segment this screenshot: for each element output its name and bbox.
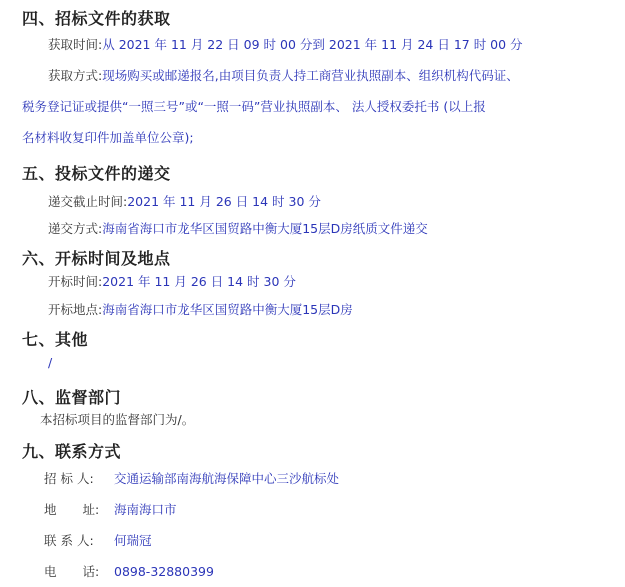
opening-time-line <box>48 273 296 291</box>
opening-place-line <box>48 301 353 319</box>
opening-place-label: 开标地点: <box>48 302 103 317</box>
acquisition-method-line-3: 名材料收复印件加盖单位公章); <box>22 130 194 145</box>
acquisition-method-text-1: 现场购买或邮递报名,由项目负责人持工商营业执照副本、组织机构代码证、 <box>102 68 519 83</box>
tenderer-label: 招 标 人: <box>44 471 94 486</box>
section-heading-bid-opening: 六、开标时间及地点 <box>22 249 171 268</box>
supervision-content: 本招标项目的监督部门为/。 <box>40 412 195 427</box>
submission-deadline-label: 递交截止时间: <box>48 194 128 209</box>
opening-time-value: 2021 年 11 月 26 日 14 时 30 分 <box>102 274 296 289</box>
section-heading-supervision: 八、监督部门 <box>22 388 122 407</box>
acquisition-method-line-1 <box>48 67 519 85</box>
opening-place-value: 海南省海口市龙华区国贸路中衡大厦15层D房 <box>102 302 353 317</box>
section-heading-bid-submission: 五、投标文件的递交 <box>22 164 171 183</box>
acquisition-time-value: 从 2021 年 11 月 22 日 09 时 00 分到 2021 年 11 月 24 日 17 时 00 分 <box>102 37 523 52</box>
tenderer-value: 交通运输部南海航海保障中心三沙航标处 <box>114 471 340 486</box>
address-line <box>44 501 177 519</box>
contact-person-label: 联 系 人: <box>44 533 94 548</box>
phone-line <box>44 563 214 581</box>
acquisition-time-label: 获取时间: <box>48 37 103 52</box>
contact-person-line <box>44 532 152 550</box>
phone-label: 电 话: <box>44 564 100 579</box>
phone-value: 0898-32880399 <box>114 564 214 579</box>
contact-person-value: 何瑞冠 <box>114 533 152 548</box>
section-heading-document-acquisition: 四、招标文件的获取 <box>22 9 171 28</box>
submission-method-line <box>48 220 428 238</box>
opening-time-label: 开标时间: <box>48 274 103 289</box>
acquisition-time-line <box>48 36 523 54</box>
acquisition-method-line-2: 税务登记证或提供“一照三号”或“一照一码”营业执照副本、 法人授权委托书 (以上报 <box>22 99 486 114</box>
submission-deadline-value: 2021 年 11 月 26 日 14 时 30 分 <box>127 194 321 209</box>
submission-method-label: 递交方式: <box>48 221 103 236</box>
section-heading-contact: 九、联系方式 <box>22 442 122 461</box>
submission-method-value: 海南省海口市龙华区国贸路中衡大厦15层D房纸质文件递交 <box>102 221 428 236</box>
acquisition-method-label: 获取方式: <box>48 68 103 83</box>
section-heading-other: 七、其他 <box>22 330 89 349</box>
tenderer-line <box>44 470 339 488</box>
address-value: 海南海口市 <box>114 502 177 517</box>
submission-deadline-line <box>48 193 321 211</box>
other-content: / <box>48 355 53 370</box>
address-label: 地 址: <box>44 502 100 517</box>
